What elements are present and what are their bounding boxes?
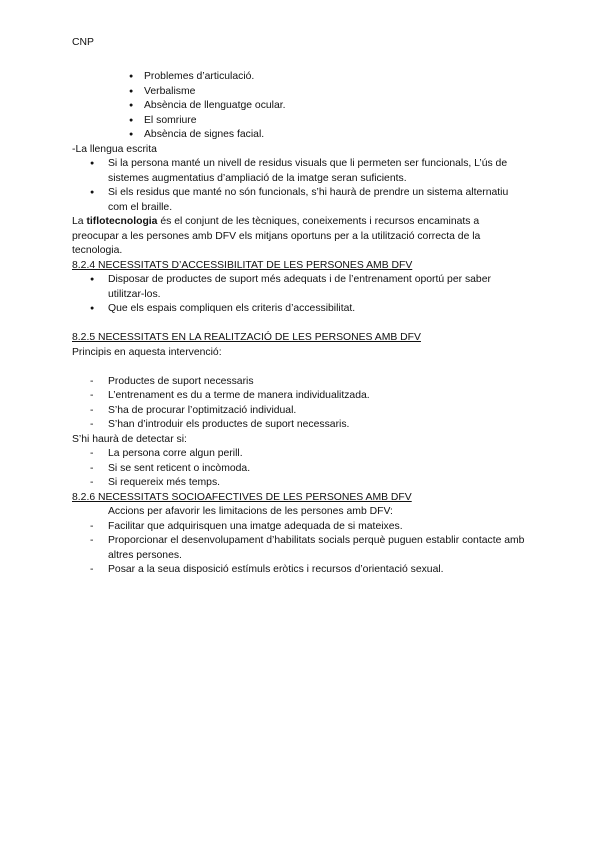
written-language-intro: -La llengua escrita xyxy=(72,143,157,155)
page-header: CNP xyxy=(72,37,94,48)
tiflotecnologia-paragraph xyxy=(72,215,528,259)
section-824-heading: 8.2.4 NECESSITATS D’ACCESSIBILITAT DE LES PERSONES AMB DFV xyxy=(72,259,413,271)
list-item: ● Problemes d’articulació. xyxy=(72,70,528,85)
section-826-heading: 8.2.6 NECESSITATS SOCIOAFECTIVES DE LES PERSONES AMB DFV xyxy=(72,491,412,503)
list-item: - Posar a la seua disposició estímuls eròtics i recursos d’orientació sexual. xyxy=(72,563,528,578)
list-item: - Si se sent reticent o incòmoda. xyxy=(72,462,528,477)
list-item: - Proporcionar el desenvolupament d’habilitats socials perquè puguen establir contacte amb altres persones. xyxy=(72,534,528,563)
tiflo-term: tiflotecnologia xyxy=(86,216,158,227)
list-item: - S’han d’introduir els productes de suport necessaris. xyxy=(72,418,528,433)
list-item: - Facilitar que adquirisquen una imatge adequada de si mateixes. xyxy=(72,520,528,535)
actions-intro: Accions per afavorir les limitacions de les persones amb DFV: xyxy=(108,506,393,517)
list-item: ● Si els residus que manté no són funcionals, s’hi haurà de prendre un sistema alternatiu com el braille. xyxy=(72,186,528,215)
list-principles xyxy=(72,375,528,433)
list-socioaffective xyxy=(72,520,528,578)
list-item: ● Que els espais compliquen els criteris d’accessibilitat. xyxy=(72,302,528,317)
list-difficulties xyxy=(72,70,528,143)
list-detect xyxy=(72,447,528,491)
tiflo-pre: La xyxy=(72,216,87,227)
list-item: - S’ha de procurar l’optimització individual. xyxy=(72,404,528,419)
document-body xyxy=(72,70,528,578)
list-item: - Productes de suport necessaris xyxy=(72,375,528,390)
list-item: ● Si la persona manté un nivell de residus visuals que li permeten ser funcionals, L’ús de sistemes augmentatius d’ampliació de la imatge seran suficients. xyxy=(72,157,528,186)
tiflo-post: és el conjunt de les tècniques, coneixements i recursos encaminats a preocupar a les persones amb DFV els mitjans oportuns per a la utilització correcta de la tecnologia. xyxy=(72,216,481,256)
section-825-heading: 8.2.5 NECESSITATS EN LA REALITZACIÓ DE LES PERSONES AMB DFV xyxy=(72,332,421,343)
list-accessibility xyxy=(72,273,528,317)
list-item: - La persona corre algun perill. xyxy=(72,447,528,462)
principles-intro: Principis en aquesta intervenció: xyxy=(72,346,222,358)
list-written-language xyxy=(72,157,528,215)
list-item: - Si requereix més temps. xyxy=(72,476,528,491)
list-item: ● El somriure xyxy=(72,114,528,129)
list-item: ● Absència de signes facial. xyxy=(72,128,528,143)
list-item: ● Verbalisme xyxy=(72,85,528,100)
list-item: ● Absència de llenguatge ocular. xyxy=(72,99,528,114)
list-item: ● Disposar de productes de suport més adequats i de l’entrenament oportú per saber utilitzar-los. xyxy=(72,273,528,302)
detect-intro: S’hi haurà de detectar si: xyxy=(72,433,187,445)
list-item: - L’entrenament es du a terme de manera individualitzada. xyxy=(72,389,528,404)
